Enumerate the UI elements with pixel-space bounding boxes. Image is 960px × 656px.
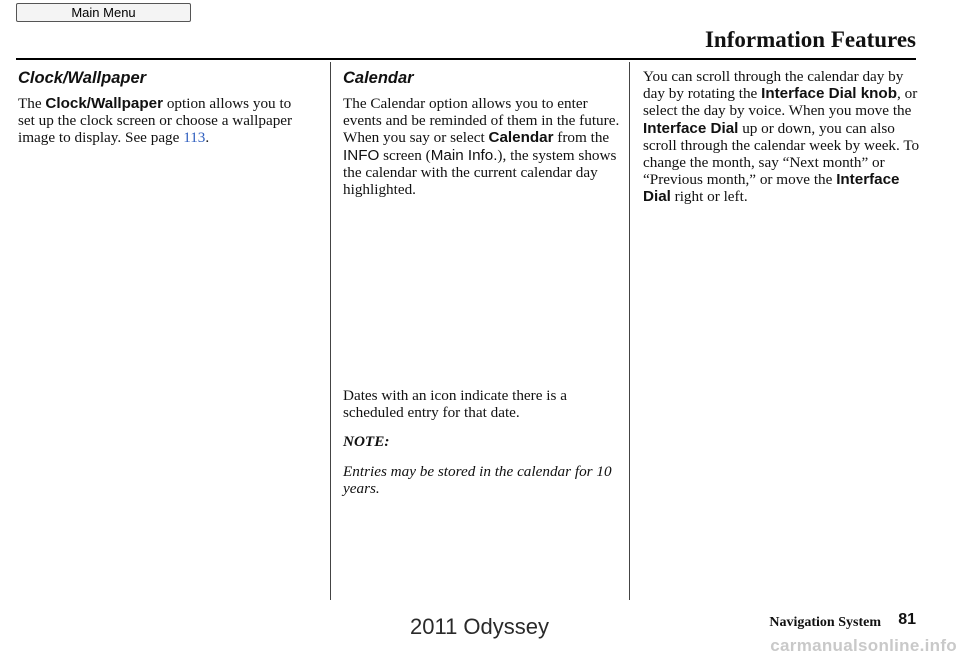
- interface-dial-term: Interface Dial: [643, 119, 739, 137]
- text-run: .: [205, 129, 210, 147]
- note-label: NOTE:: [343, 433, 390, 451]
- clock-wallpaper-heading: Clock/Wallpaper: [18, 69, 147, 87]
- page-113-link[interactable]: 113: [183, 129, 206, 147]
- calendar-term: Calendar: [488, 129, 554, 147]
- header-rule: [16, 58, 916, 60]
- text-run: from the: [553, 129, 610, 147]
- column-divider-left: [330, 62, 331, 600]
- scroll-paragraph: [643, 68, 923, 206]
- page-number: 81: [898, 611, 916, 628]
- calendar-heading: Calendar: [343, 69, 414, 87]
- column-divider-right: [629, 62, 630, 600]
- text-run: You can scroll through the calendar day by day by rotating the: [643, 68, 904, 103]
- note-text: Entries may be stored in the calendar for 10 years.: [343, 462, 612, 497]
- page-title: Information Features: [704, 27, 916, 52]
- interface-dial-term: Interface Dial: [643, 171, 900, 206]
- text-run: right or left.: [670, 188, 748, 206]
- model-watermark: 2011 Odyssey: [410, 614, 550, 639]
- text-run: screen (: [379, 146, 431, 164]
- icon-dates-paragraph: Dates with an icon indicate there is a scheduled entry for that date.: [343, 387, 567, 422]
- text-run: The Calendar option allows you to enter events and be reminded of them in the future. When you say or select: [343, 95, 620, 147]
- clock-wallpaper-paragraph: [18, 95, 298, 147]
- text-run: ), the system shows the calendar with the current calendar day highlighted.: [343, 146, 617, 199]
- clock-wallpaper-section: [18, 68, 298, 159]
- footer-label: Navigation System: [769, 615, 881, 630]
- interface-dial-knob-term: Interface Dial knob: [761, 85, 897, 103]
- calendar-paragraph: [343, 95, 623, 198]
- calendar-scroll-section: [643, 68, 923, 218]
- text-run: , or select the day by voice. When you move the: [643, 85, 918, 120]
- main-menu-button[interactable]: Main Menu: [16, 3, 191, 22]
- site-watermark: carmanualsonline.info: [770, 636, 957, 655]
- main-info-term: Main Info.: [430, 146, 498, 164]
- text-run: The: [18, 95, 46, 112]
- calendar-notes: [343, 387, 623, 509]
- calendar-section: [343, 68, 623, 497]
- text-run: up or down, you can also scroll through the calendar week by week. To change the month, say “Next month” or “Previous month,” or move the: [643, 119, 920, 189]
- text-run: option allows you to set up the clock screen or choose a wallpaper image to display. See page: [18, 95, 293, 147]
- clock-wallpaper-term: Clock/Wallpaper: [45, 95, 164, 112]
- info-term: INFO: [343, 146, 380, 164]
